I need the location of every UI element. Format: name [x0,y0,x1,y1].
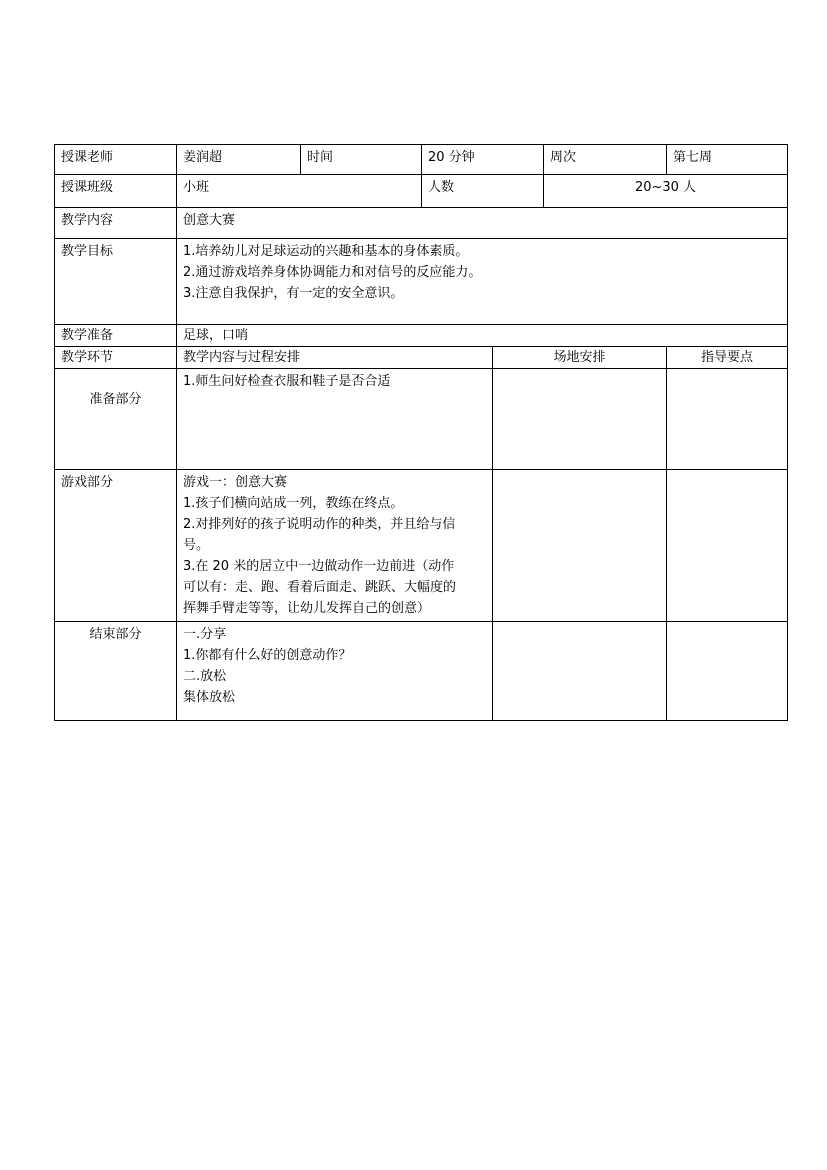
section-line: 挥舞手臂走等等，让幼儿发挥自己的创意） [183,601,431,616]
section-line: 1.孩子们横向站成一列，教练在终点。 [183,496,404,511]
class-value: 小班 [177,175,422,208]
count-label: 人数 [422,175,544,208]
goals-cell [177,239,788,325]
week-label: 周次 [544,145,667,175]
section-line: 号。 [183,538,210,553]
row-columns [55,347,788,369]
col-points-header: 指导要点 [667,347,788,369]
content-label: 教学内容 [55,208,177,239]
content-value: 创意大赛 [177,208,788,239]
section-line: 集体放松 [183,690,236,705]
row-content [55,208,788,239]
section-stage: 结束部分 [55,622,177,721]
row-section-end [55,622,788,721]
section-content [177,369,493,470]
teacher-label: 授课老师 [55,145,177,175]
row-class [55,175,788,208]
section-line: 3.在 20 米的居立中一边做动作一边前进（动作 [183,559,455,574]
row-goals [55,239,788,325]
row-section-game [55,470,788,622]
section-stage: 准备部分 [55,369,177,470]
section-venue [493,369,667,470]
time-value: 20 分钟 [422,145,544,175]
class-label: 授课班级 [55,175,177,208]
goal-item: 1.培养幼儿对足球运动的兴趣和基本的身体素质。 [183,244,469,259]
section-line: 一.分享 [183,627,227,642]
col-venue-header: 场地安排 [493,347,667,369]
row-section-prep [55,369,788,470]
section-venue [493,622,667,721]
section-stage: 游戏部分 [55,470,177,622]
col-stage-header: 教学环节 [55,347,177,369]
week-value: 第七周 [667,145,788,175]
row-prep [55,325,788,347]
section-venue [493,470,667,622]
prep-value: 足球，口哨 [177,325,788,347]
section-content [177,470,493,622]
section-points [667,369,788,470]
lesson-plan-table [54,144,788,721]
count-value: 20~30 人 [544,175,788,208]
section-line: 游戏一：创意大赛 [183,475,288,490]
section-points [667,622,788,721]
section-content [177,622,493,721]
section-line: 2.对排列好的孩子说明动作的种类，并且给与信 [183,517,456,532]
section-line: 1.你都有什么好的创意动作？ [183,648,352,663]
goals-label: 教学目标 [55,239,177,325]
section-line: 1.师生问好检查衣服和鞋子是否合适 [183,374,391,389]
teacher-value: 姜润超 [177,145,301,175]
row-teacher [55,145,788,175]
time-label: 时间 [301,145,422,175]
section-line: 可以有：走、跑、看着后面走、跳跃、大幅度的 [183,580,457,595]
goal-item: 3.注意自我保护，有一定的安全意识。 [183,286,404,301]
prep-label: 教学准备 [55,325,177,347]
col-content-header: 教学内容与过程安排 [177,347,493,369]
section-line: 二.放松 [183,669,227,684]
goal-item: 2.通过游戏培养身体协调能力和对信号的反应能力。 [183,265,482,280]
section-points [667,470,788,622]
